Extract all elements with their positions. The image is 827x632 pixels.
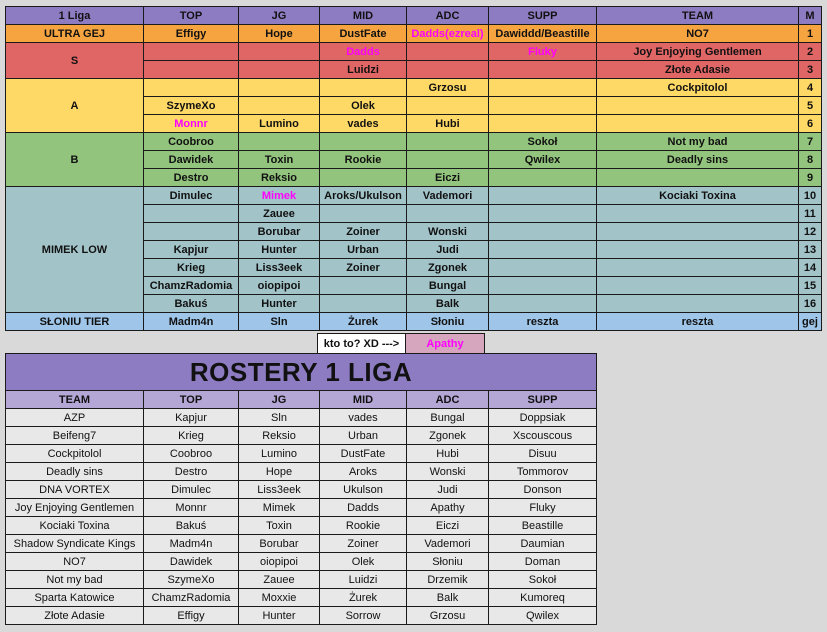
roster-header-row <box>6 391 597 409</box>
tier-cell-m[interactable]: 6 <box>799 115 822 133</box>
tier-cell-supp[interactable]: Sokoł <box>489 133 597 151</box>
tier-cell-adc[interactable]: Bungal <box>407 277 489 295</box>
tier-cell-adc[interactable]: Judi <box>407 241 489 259</box>
tier-cell-supp[interactable]: Qwilex <box>489 151 597 169</box>
roster-cell[interactable]: Bungal <box>407 409 489 427</box>
tier-cell-m[interactable]: 12 <box>799 223 822 241</box>
tier-cell-top[interactable]: Effigy <box>144 25 239 43</box>
tier-cell-supp[interactable] <box>489 187 597 205</box>
roster-cell[interactable]: oiopipoi <box>239 553 320 571</box>
tier-cell-adc[interactable]: Słoniu <box>407 313 489 331</box>
tier-cell-top[interactable] <box>144 205 239 223</box>
roster-cell[interactable]: Borubar <box>239 535 320 553</box>
roster-cell[interactable]: vades <box>320 409 407 427</box>
roster-row <box>6 499 597 517</box>
tier-cell-team[interactable]: NO7 <box>597 25 799 43</box>
roster-cell[interactable]: Hope <box>239 463 320 481</box>
tier-cell-jg[interactable] <box>239 133 320 151</box>
tier-cell-supp[interactable] <box>489 61 597 79</box>
tier-cell-jg[interactable] <box>239 43 320 61</box>
roster-cell[interactable]: Krieg <box>144 427 239 445</box>
tier-cell-adc[interactable]: Wonski <box>407 223 489 241</box>
tier-cell-top[interactable]: Bakuś <box>144 295 239 313</box>
tier-header-cell[interactable]: ADC <box>407 7 489 25</box>
tier-cell-supp[interactable] <box>489 277 597 295</box>
tier-cell-top[interactable]: ChamzRadomia <box>144 277 239 295</box>
roster-cell[interactable]: Qwilex <box>489 607 597 625</box>
tier-cell-adc[interactable] <box>407 61 489 79</box>
tier-cell-team[interactable] <box>597 259 799 277</box>
tier-cell-adc[interactable]: Balk <box>407 295 489 313</box>
roster-table <box>5 353 597 625</box>
roster-title[interactable]: ROSTERY 1 LIGA <box>6 354 597 391</box>
tier-cell-jg[interactable] <box>239 79 320 97</box>
roster-header-cell[interactable]: ADC <box>407 391 489 409</box>
tier-cell-m[interactable]: 2 <box>799 43 822 61</box>
tier-cell-jg[interactable]: Mimek <box>239 187 320 205</box>
tier-cell-supp[interactable]: Fluky <box>489 43 597 61</box>
tier-name-cell[interactable]: SŁONIU TIER <box>6 313 144 331</box>
tier-cell-mid[interactable] <box>320 133 407 151</box>
roster-cell[interactable]: Beastille <box>489 517 597 535</box>
roster-cell[interactable]: Madm4n <box>144 535 239 553</box>
roster-cell[interactable]: Judi <box>407 481 489 499</box>
roster-header-cell[interactable]: SUPP <box>489 391 597 409</box>
roster-row <box>6 481 597 499</box>
tier-header-cell[interactable]: MID <box>320 7 407 25</box>
tier-cell-top[interactable]: Dawidek <box>144 151 239 169</box>
tier-header-cell[interactable]: JG <box>239 7 320 25</box>
roster-cell[interactable]: NO7 <box>6 553 144 571</box>
roster-row <box>6 463 597 481</box>
roster-cell[interactable]: Shadow Syndicate Kings <box>6 535 144 553</box>
tier-cell-adc[interactable]: Vademori <box>407 187 489 205</box>
tier-cell-jg[interactable]: Sln <box>239 313 320 331</box>
question-box <box>317 333 485 355</box>
roster-cell[interactable]: Not my bad <box>6 571 144 589</box>
roster-cell[interactable]: Doman <box>489 553 597 571</box>
roster-cell[interactable]: Daumian <box>489 535 597 553</box>
roster-cell[interactable]: Mimek <box>239 499 320 517</box>
roster-cell[interactable]: Lumino <box>239 445 320 463</box>
tier-cell-team[interactable]: Deadly sins <box>597 151 799 169</box>
roster-cell[interactable]: Żurek <box>320 589 407 607</box>
roster-cell[interactable]: Dawidek <box>144 553 239 571</box>
tier-cell-jg[interactable]: Lumino <box>239 115 320 133</box>
roster-row <box>6 553 597 571</box>
roster-row <box>6 517 597 535</box>
roster-cell[interactable]: Zgonek <box>407 427 489 445</box>
tier-header-cell[interactable]: TEAM <box>597 7 799 25</box>
tier-cell-supp[interactable] <box>489 223 597 241</box>
roster-cell[interactable]: DustFate <box>320 445 407 463</box>
tier-row <box>6 133 822 151</box>
roster-cell[interactable]: Beifeng7 <box>6 427 144 445</box>
roster-row <box>6 427 597 445</box>
tier-cell-supp[interactable]: reszta <box>489 313 597 331</box>
tier-cell-supp[interactable] <box>489 115 597 133</box>
tier-cell-team[interactable] <box>597 295 799 313</box>
tier-cell-top[interactable] <box>144 223 239 241</box>
roster-cell[interactable]: Kapjur <box>144 409 239 427</box>
roster-cell[interactable]: SzymeXo <box>144 571 239 589</box>
roster-header-cell[interactable]: TEAM <box>6 391 144 409</box>
roster-cell[interactable]: Grzosu <box>407 607 489 625</box>
tier-cell-jg[interactable]: Liss3eek <box>239 259 320 277</box>
tier-cell-mid[interactable]: Zoiner <box>320 223 407 241</box>
roster-cell[interactable]: Xscouscous <box>489 427 597 445</box>
tier-cell-top[interactable]: SzymeXo <box>144 97 239 115</box>
tier-cell-mid[interactable] <box>320 277 407 295</box>
roster-cell[interactable]: Aroks <box>320 463 407 481</box>
tier-cell-m[interactable]: 4 <box>799 79 822 97</box>
roster-cell[interactable]: Eiczi <box>407 517 489 535</box>
roster-row <box>6 535 597 553</box>
tier-cell-m[interactable]: 1 <box>799 25 822 43</box>
roster-cell[interactable]: Reksio <box>239 427 320 445</box>
tier-cell-team[interactable] <box>597 115 799 133</box>
roster-cell[interactable]: Sokoł <box>489 571 597 589</box>
roster-cell[interactable]: Luidzi <box>320 571 407 589</box>
tier-cell-supp[interactable]: Dawiddd/Beastille <box>489 25 597 43</box>
tier-cell-mid[interactable]: Urban <box>320 241 407 259</box>
tier-header-cell[interactable]: TOP <box>144 7 239 25</box>
tier-cell-m[interactable]: 9 <box>799 169 822 187</box>
tier-cell-m[interactable]: 7 <box>799 133 822 151</box>
tier-cell-top[interactable]: Destro <box>144 169 239 187</box>
tier-cell-m[interactable]: 5 <box>799 97 822 115</box>
roster-cell[interactable]: Tommorov <box>489 463 597 481</box>
tier-cell-jg[interactable]: Borubar <box>239 223 320 241</box>
tier-cell-adc[interactable]: Hubi <box>407 115 489 133</box>
roster-cell[interactable]: Olek <box>320 553 407 571</box>
roster-row <box>6 409 597 427</box>
tier-cell-supp[interactable] <box>489 79 597 97</box>
roster-cell[interactable]: Donson <box>489 481 597 499</box>
tier-name-cell[interactable]: A <box>6 79 144 133</box>
tier-cell-jg[interactable]: Toxin <box>239 151 320 169</box>
tier-cell-jg[interactable] <box>239 61 320 79</box>
tier-cell-team[interactable] <box>597 205 799 223</box>
roster-cell[interactable]: Hunter <box>239 607 320 625</box>
roster-cell[interactable]: Bakuś <box>144 517 239 535</box>
roster-cell[interactable]: Cockpitolol <box>6 445 144 463</box>
tier-cell-supp[interactable] <box>489 169 597 187</box>
tier-cell-jg[interactable]: Zauee <box>239 205 320 223</box>
roster-cell[interactable]: Balk <box>407 589 489 607</box>
tier-cell-adc[interactable]: Grzosu <box>407 79 489 97</box>
tier-header-row <box>6 7 822 25</box>
tier-cell-team[interactable]: Cockpitolol <box>597 79 799 97</box>
roster-cell[interactable]: Sparta Katowice <box>6 589 144 607</box>
roster-row <box>6 571 597 589</box>
tier-cell-m[interactable]: 3 <box>799 61 822 79</box>
roster-cell[interactable]: ChamzRadomia <box>144 589 239 607</box>
tier-cell-adc[interactable]: Dadds(ezreal) <box>407 25 489 43</box>
roster-cell[interactable]: Hubi <box>407 445 489 463</box>
tier-cell-team[interactable]: Not my bad <box>597 133 799 151</box>
roster-cell[interactable]: Rookie <box>320 517 407 535</box>
roster-cell[interactable]: Moxxie <box>239 589 320 607</box>
tier-cell-supp[interactable] <box>489 295 597 313</box>
tier-cell-m[interactable]: 16 <box>799 295 822 313</box>
roster-cell[interactable]: Wonski <box>407 463 489 481</box>
roster-cell[interactable]: Drzemik <box>407 571 489 589</box>
tier-cell-mid[interactable] <box>320 295 407 313</box>
tier-cell-top[interactable]: Coobroo <box>144 133 239 151</box>
tier-name-cell[interactable]: S <box>6 43 144 79</box>
tier-header-cell[interactable]: SUPP <box>489 7 597 25</box>
tier-cell-m[interactable]: 14 <box>799 259 822 277</box>
roster-cell[interactable]: Coobroo <box>144 445 239 463</box>
roster-cell[interactable]: Doppsiak <box>489 409 597 427</box>
tier-cell-jg[interactable] <box>239 97 320 115</box>
roster-cell[interactable]: Sorrow <box>320 607 407 625</box>
tier-cell-supp[interactable] <box>489 259 597 277</box>
tier-cell-team[interactable] <box>597 277 799 295</box>
tier-cell-mid[interactable]: Dadds <box>320 43 407 61</box>
tier-row <box>6 313 822 331</box>
tier-row <box>6 79 822 97</box>
roster-cell[interactable]: Apathy <box>407 499 489 517</box>
tier-cell-top[interactable] <box>144 79 239 97</box>
tier-cell-top[interactable] <box>144 61 239 79</box>
tier-cell-top[interactable]: Monnr <box>144 115 239 133</box>
tier-cell-mid[interactable]: Rookie <box>320 151 407 169</box>
roster-cell[interactable]: Destro <box>144 463 239 481</box>
roster-cell[interactable]: Kumoreq <box>489 589 597 607</box>
tier-row <box>6 25 822 43</box>
tier-cell-mid[interactable]: Żurek <box>320 313 407 331</box>
tier-row <box>6 43 822 61</box>
tier-cell-mid[interactable] <box>320 169 407 187</box>
roster-cell[interactable]: Ukulson <box>320 481 407 499</box>
roster-cell[interactable]: Sln <box>239 409 320 427</box>
roster-cell[interactable]: Deadly sins <box>6 463 144 481</box>
tier-cell-top[interactable]: Krieg <box>144 259 239 277</box>
tier-cell-adc[interactable] <box>407 151 489 169</box>
roster-cell[interactable]: Effigy <box>144 607 239 625</box>
tier-cell-top[interactable]: Kapjur <box>144 241 239 259</box>
tier-cell-mid[interactable]: Aroks/Ukulson <box>320 187 407 205</box>
tier-name-cell[interactable]: MIMEK LOW <box>6 187 144 313</box>
roster-cell[interactable]: Joy Enjoying Gentlemen <box>6 499 144 517</box>
tier-cell-m[interactable]: 8 <box>799 151 822 169</box>
roster-cell[interactable]: Vademori <box>407 535 489 553</box>
roster-cell[interactable]: Liss3eek <box>239 481 320 499</box>
roster-cell[interactable]: AZP <box>6 409 144 427</box>
tier-cell-adc[interactable] <box>407 133 489 151</box>
roster-row <box>6 589 597 607</box>
roster-row <box>6 445 597 463</box>
tier-cell-m[interactable]: gej <box>799 313 822 331</box>
tier-cell-top[interactable]: Dimulec <box>144 187 239 205</box>
tier-cell-jg[interactable]: Hunter <box>239 241 320 259</box>
tier-cell-mid[interactable] <box>320 79 407 97</box>
tier-cell-mid[interactable]: DustFate <box>320 25 407 43</box>
tier-cell-adc[interactable] <box>407 43 489 61</box>
question-answer[interactable]: Apathy <box>406 334 485 355</box>
tier-cell-team[interactable] <box>597 241 799 259</box>
tier-cell-mid[interactable]: vades <box>320 115 407 133</box>
tier-header-cell[interactable]: 1 Liga <box>6 7 144 25</box>
tier-cell-jg[interactable]: Hope <box>239 25 320 43</box>
tier-cell-adc[interactable]: Eiczi <box>407 169 489 187</box>
tier-cell-jg[interactable]: Hunter <box>239 295 320 313</box>
roster-cell[interactable]: Kociaki Toxina <box>6 517 144 535</box>
roster-cell[interactable]: Urban <box>320 427 407 445</box>
tier-cell-adc[interactable] <box>407 97 489 115</box>
tier-cell-supp[interactable] <box>489 205 597 223</box>
tier-cell-team[interactable]: Złote Adasie <box>597 61 799 79</box>
roster-cell[interactable]: Monnr <box>144 499 239 517</box>
tier-row <box>6 187 822 205</box>
tier-cell-top[interactable]: Madm4n <box>144 313 239 331</box>
tier-cell-m[interactable]: 10 <box>799 187 822 205</box>
tier-table <box>5 6 822 331</box>
roster-cell[interactable]: Dadds <box>320 499 407 517</box>
tier-cell-top[interactable] <box>144 43 239 61</box>
question-label[interactable]: kto to? XD ---> <box>318 334 406 355</box>
tier-cell-adc[interactable]: Zgonek <box>407 259 489 277</box>
tier-cell-supp[interactable] <box>489 241 597 259</box>
tier-name-cell[interactable]: B <box>6 133 144 187</box>
tier-cell-team[interactable]: reszta <box>597 313 799 331</box>
tier-header-cell[interactable]: M <box>799 7 822 25</box>
roster-cell[interactable]: Toxin <box>239 517 320 535</box>
roster-header-cell[interactable]: JG <box>239 391 320 409</box>
tier-cell-team[interactable]: Joy Enjoying Gentlemen <box>597 43 799 61</box>
tier-name-cell[interactable]: ULTRA GEJ <box>6 25 144 43</box>
tier-cell-adc[interactable] <box>407 205 489 223</box>
tier-cell-jg[interactable]: Reksio <box>239 169 320 187</box>
roster-header-cell[interactable]: MID <box>320 391 407 409</box>
tier-cell-mid[interactable] <box>320 205 407 223</box>
roster-cell[interactable]: DNA VORTEX <box>6 481 144 499</box>
tier-cell-m[interactable]: 13 <box>799 241 822 259</box>
tier-cell-team[interactable]: Kociaki Toxina <box>597 187 799 205</box>
tier-cell-team[interactable] <box>597 223 799 241</box>
tier-cell-m[interactable]: 15 <box>799 277 822 295</box>
tier-cell-m[interactable]: 11 <box>799 205 822 223</box>
roster-cell[interactable]: Dimulec <box>144 481 239 499</box>
roster-cell[interactable]: Disuu <box>489 445 597 463</box>
tier-cell-team[interactable] <box>597 169 799 187</box>
tier-cell-supp[interactable] <box>489 97 597 115</box>
tier-cell-mid[interactable]: Olek <box>320 97 407 115</box>
roster-cell[interactable]: Zauee <box>239 571 320 589</box>
roster-cell[interactable]: Słoniu <box>407 553 489 571</box>
roster-cell[interactable]: Fluky <box>489 499 597 517</box>
tier-cell-team[interactable] <box>597 97 799 115</box>
tier-cell-jg[interactable]: oiopipoi <box>239 277 320 295</box>
tier-cell-mid[interactable]: Luidzi <box>320 61 407 79</box>
tier-cell-mid[interactable]: Zoiner <box>320 259 407 277</box>
roster-row <box>6 607 597 625</box>
roster-header-cell[interactable]: TOP <box>144 391 239 409</box>
roster-cell[interactable]: Złote Adasie <box>6 607 144 625</box>
roster-cell[interactable]: Zoiner <box>320 535 407 553</box>
